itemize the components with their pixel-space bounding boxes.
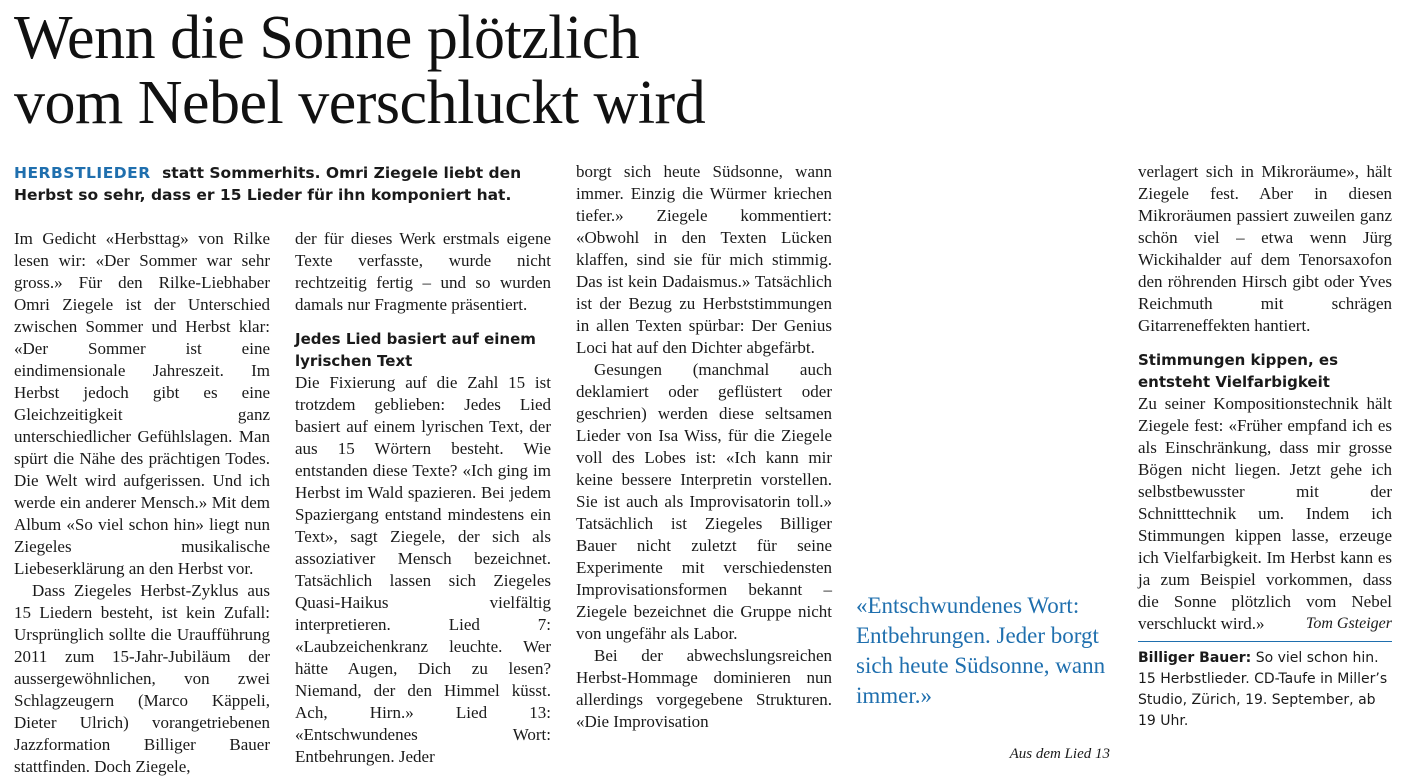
article-column-1 bbox=[14, 228, 270, 778]
headline-line-2: vom Nebel verschluckt wird bbox=[14, 69, 706, 137]
divider bbox=[1138, 641, 1392, 642]
subheading: Stimmungen kippen, es entsteht Vielfarbigkeit bbox=[1138, 351, 1339, 391]
body-paragraph: Im Gedicht «Herbsttag» von Rilke lesen wir: «Der Sommer war sehr gross.» Für den Rilke-Liebhaber Omri Ziegele ist der Unterschied zwischen Sommer und Herbst klar: «Der Sommer ist eine eindimensionale Jahreszeit. Im Herbst jedoch gibt es eine Gleichzeitigkeit ganz unterschiedlicher Gefühlslagen. Man spürt die Nähe des prächtigen Todes. Die Welt wird aufgerissen. Und ich werde ein anderer Mensch.» Mit dem Album «So viel schon hin» liegt nun Ziegeles musikalische Liebeserklärung an den Herbst vor. bbox=[14, 229, 270, 578]
author-byline: Tom Gsteiger bbox=[1305, 615, 1392, 632]
body-paragraph: Zu seiner Kompositionstechnik hält Ziegele fest: «Früher empfand ich es als Einschränkung, dass mir grosse Bögen nicht liegen. Jetzt gehe ich selbstbewusster mit der Schnitttechnik um. Indem ich Stimmungen kippen lasse, erzeuge ich Vielfarbigkeit. Im Herbst kann es ja zum Beispiel vorkommen, dass die Sonne plötzlich vom Nebel verschluckt wird.» bbox=[1138, 394, 1392, 633]
pull-quote-source: Aus dem Lied 13 bbox=[1009, 746, 1110, 762]
body-paragraph: der für dieses Werk erstmals eigene Texte verfasste, wurde nicht rechtzeitig fertig – und so wurden damals nur Fragmente präsentiert. bbox=[295, 229, 551, 314]
body-paragraph: Gesungen (manchmal auch deklamiert oder geflüstert oder geschrien) werden diese seltsamen Lieder von Isa Wiss, für die Ziegele voll des Lobes ist: «Ich kann mir keine bessere Interpretin vorstellen. Sie ist auch als Improvisatorin toll.» Tatsächlich ist Ziegeles Billiger Bauer nicht zuletzt für seine Experimente mit verschiedensten Improvisationsformen bekannt – Ziegele bezeichnet die Gruppe nicht von ungefähr als Labor. bbox=[576, 360, 832, 643]
body-paragraph: Bei der abwechslungsreichen Herbst-Hommage dominieren nun allerdings vorgegebene Strukturen. «Die Improvisation bbox=[576, 646, 832, 731]
article-column-3 bbox=[576, 161, 832, 733]
article-column-4 bbox=[1138, 161, 1392, 732]
lead-paragraph bbox=[14, 162, 534, 206]
body-paragraph: borgt sich heute Südsonne, wann immer. Einzig die Würmer kriechen tiefer.» Ziegele kommentiert: «Obwohl in den Texten Lücken klaffen, sind sie für mich stimmig. Das ist kein Dadaismus.» Tatsächlich ist der Bezug zu Herbststimmungen in allen Texten spürbar: Der Genius Loci hat auf den Dichter abgefärbt. bbox=[576, 162, 832, 357]
kicker-label: HERBSTLIEDER bbox=[14, 164, 151, 182]
body-paragraph: Die Fixierung auf die Zahl 15 ist trotzdem geblieben: Jedes Lied basiert auf einem lyrischen Text, der aus 15 Wörtern besteht. Wie entstanden diese Texte? «Ich ging im Herbst im Wald spazieren. Bei jedem Spaziergang entstand mindestens ein Text», sagt Ziegele, der sich als assoziativer Mensch bezeichnet. Tatsächlich lassen sich Ziegeles Quasi-Haikus vielfältig interpretieren. Lied 7: «Laubzeichenkranz leuchte. Wer hätte Augen, Dich zu lesen? Niemand, der den Himmel küsst. Ach, Hirn.» Lied 13: «Entschwundenes Wort: Entbehrungen. Jeder bbox=[295, 373, 551, 766]
article-column-2 bbox=[295, 228, 551, 768]
pull-quote: «Entschwundenes Wort: Entbehrungen. Jeder borgt sich heute Südsonne, wann immer.» bbox=[856, 593, 1106, 708]
body-paragraph: verlagert sich in Mikroräume», hält Ziegele fest. Aber in diesen Mikroräumen passiert zuweilen ganz schön viel – etwa wenn Jürg Wickihalder auf dem Tenorsaxofon den röhrenden Hirsch gibt oder Yves Reichmuth mit schrägen Gitarreneffekten hantiert. bbox=[1138, 162, 1392, 335]
lead-text: statt Sommerhits. Omri Ziegele liebt den Herbst so sehr, dass er 15 Lieder für ihn komponiert hat. bbox=[14, 164, 522, 204]
headline bbox=[14, 6, 1014, 136]
info-box-label: Billiger Bauer: bbox=[1138, 650, 1252, 666]
info-box bbox=[1138, 648, 1392, 732]
subheading: Jedes Lied basiert auf einem lyrischen Text bbox=[295, 330, 536, 370]
body-paragraph: Dass Ziegeles Herbst-Zyklus aus 15 Liedern besteht, ist kein Zufall: Ursprünglich sollte die Uraufführung 2011 zum 15-Jahr-Jubiläum der aussergewöhnlichen, von zwei Schlagzeugern (Marco Käppeli, Dieter Ulrich) vorangetriebenen Jazzformation Billiger Bauer stattfinden. Doch Ziegele, bbox=[14, 581, 270, 776]
info-box-text: So viel schon hin. 15 Herbstlieder. CD-Taufe in Miller’s Studio, Zürich, 19. September, ab 19 Uhr. bbox=[1138, 650, 1388, 729]
headline-line-1: Wenn die Sonne plötzlich bbox=[14, 4, 640, 72]
